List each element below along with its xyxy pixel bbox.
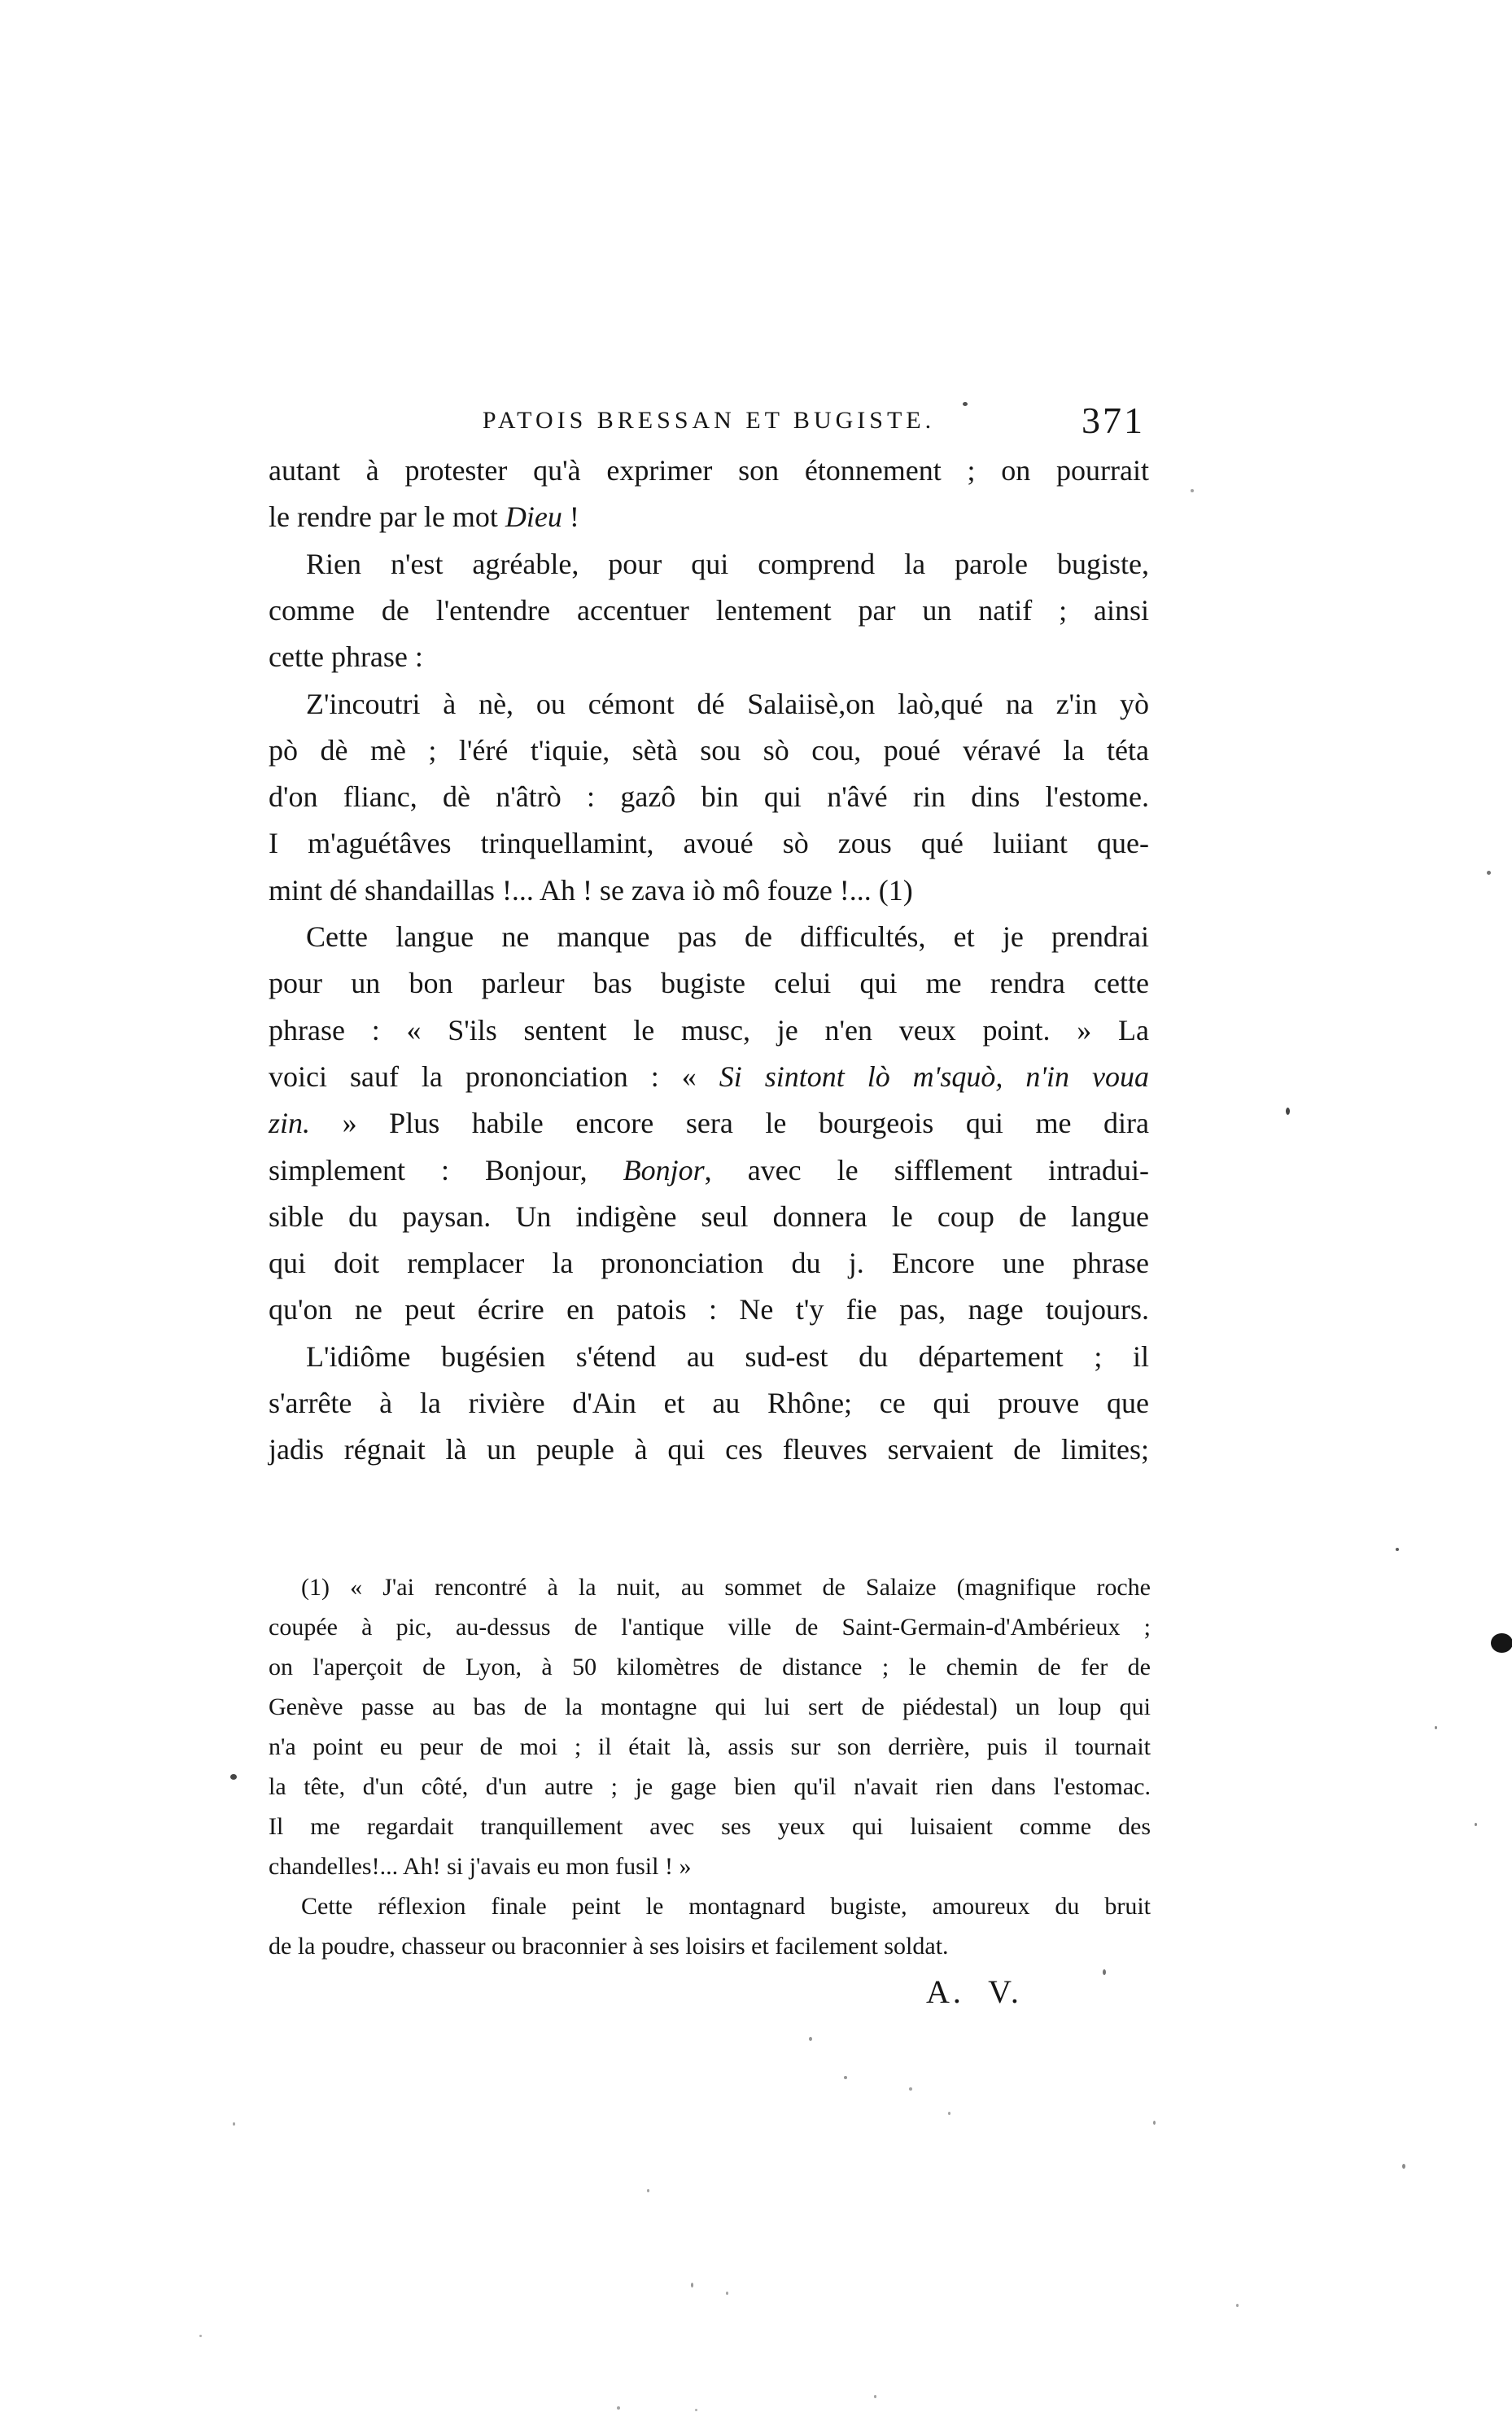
author-signature: A. V.: [926, 1973, 1022, 2010]
footnote-line: [269, 1607, 1151, 1647]
text-segment: , avec le sifflement intradui-: [704, 1153, 1149, 1186]
text-segment: cette phrase :: [269, 640, 423, 674]
body-line: [269, 1334, 1149, 1380]
footnote-line: [269, 1727, 1151, 1767]
text-segment: voici sauf la prononciation : «: [269, 1060, 719, 1093]
ink-speck: [909, 2087, 912, 2091]
text-segment: on l'aperçoit de Lyon, à 50 kilomètres de distance ; le chemin de fer de: [269, 1654, 1151, 1680]
body-line: [269, 960, 1149, 1007]
body-line: [269, 1240, 1149, 1287]
text-segment: simplement : Bonjour,: [269, 1153, 623, 1186]
body-line: [269, 774, 1149, 820]
footnote-line: [269, 1567, 1151, 1607]
ink-speck: [1402, 2164, 1405, 2169]
text-segment: s'arrête à la rivière d'Ain et au Rhône; ce qui prouve que: [269, 1387, 1149, 1419]
text-segment: Cette réflexion finale peint le montagnard bugiste, amoureux du bruit: [301, 1893, 1151, 1920]
ink-speck: [948, 2112, 950, 2115]
text-segment: Il me regardait tranquillement avec ses yeux qui luisaient comme des: [269, 1813, 1151, 1840]
body-line: [269, 1380, 1149, 1427]
text-segment: (1) « J'ai rencontré à la nuit, au sommet de Salaize (magnifique roche: [301, 1574, 1151, 1601]
body-line: [269, 634, 1149, 680]
ink-speck: [809, 2037, 812, 2041]
italic-text-segment: Bonjor: [623, 1153, 705, 1186]
text-segment: de la poudre, chasseur ou braconnier à ses loisirs et facilement soldat.: [269, 1933, 949, 1960]
text-segment: » Plus habile encore sera le bourgeois qui me dira: [310, 1107, 1149, 1140]
ink-speck: [647, 2189, 649, 2192]
text-segment: jadis régnait là un peuple à qui ces fleuves servaient de limites;: [269, 1433, 1149, 1466]
text-segment: Z'incoutri à nè, ou cémont dé Salaiisè,on laò,qué na z'in yò: [306, 687, 1149, 720]
ink-speck: [1435, 1726, 1437, 1729]
ink-speck: [1286, 1108, 1290, 1115]
body-line: [269, 1054, 1149, 1100]
ink-speck: [1153, 2121, 1156, 2125]
text-segment: chandelles!... Ah! si j'avais eu mon fusil ! »: [269, 1853, 692, 1880]
footnote-line: [269, 1846, 1151, 1886]
text-segment: !: [562, 500, 579, 534]
ink-speck: [844, 2076, 847, 2079]
ink-speck: [233, 2122, 235, 2126]
text-segment: mint dé shandaillas !... Ah ! se zava iò mô fouze !... (1): [269, 873, 913, 907]
page-number: 371: [1082, 400, 1145, 441]
text-segment: pò dè mè ; l'éré t'iquie, sètà sou sò cou, poué véravé la téta: [269, 733, 1149, 767]
footnote-line: [269, 1886, 1151, 1926]
text-segment: sible du paysan. Un indigène seul donnera le coup de langue: [269, 1200, 1149, 1233]
text-segment: I m'aguétâves trinquellamint, avoué sò zous qué luiiant que-: [269, 827, 1149, 860]
footnote-line: [269, 1647, 1151, 1687]
footnote-line: [269, 1926, 1151, 1966]
body-line: [269, 1100, 1149, 1147]
body-line: [269, 867, 1149, 914]
text-segment: Genève passe au bas de la montagne qui lui sert de piédestal) un loup qui: [269, 1693, 1151, 1720]
text-segment: pour un bon parleur bas bugiste celui qui me rendra cette: [269, 967, 1149, 1000]
body-line: [269, 1194, 1149, 1240]
body-line: [269, 541, 1149, 588]
body-line: [269, 494, 1149, 540]
ink-speck: [695, 2409, 697, 2411]
ink-speck: [199, 2335, 202, 2337]
body-line: [269, 914, 1149, 960]
text-segment: L'idiôme bugésien s'étend au sud-est du département ; il: [306, 1339, 1149, 1373]
ink-speck: [1491, 1633, 1512, 1653]
ink-speck: [617, 2406, 620, 2410]
text-segment: qu'on ne peut écrire en patois : Ne t'y fie pas, nage toujours.: [269, 1293, 1149, 1326]
text-segment: Rien n'est agréable, pour qui comprend la parole bugiste,: [306, 547, 1149, 580]
text-segment: qui doit remplacer la prononciation du j. Encore une phrase: [269, 1247, 1149, 1280]
text-segment: d'on flianc, dè n'âtrò : gazô bin qui n'âvé rin dins l'estome.: [269, 780, 1149, 814]
ink-speck: [1191, 489, 1194, 492]
running-title: PATOIS BRESSAN ET BUGISTE.: [482, 407, 936, 434]
text-segment: n'a point eu peur de moi ; il était là, assis sur son derrière, puis il tournait: [269, 1733, 1151, 1760]
body-line: [269, 681, 1149, 728]
body-line: [269, 448, 1149, 494]
body-line: [269, 1427, 1149, 1473]
ink-speck: [963, 402, 968, 406]
ink-speck: [1103, 1969, 1106, 1975]
ink-speck: [1487, 871, 1491, 875]
text-segment: coupée à pic, au-dessus de l'antique ville de Saint-Germain-d'Ambérieux ;: [269, 1614, 1151, 1641]
italic-text-segment: zin.: [269, 1107, 311, 1140]
italic-text-segment: Dieu: [505, 500, 562, 534]
body-line: [269, 1007, 1149, 1054]
body-line: [269, 1287, 1149, 1333]
ink-speck: [726, 2292, 728, 2295]
ink-speck: [1236, 2304, 1239, 2307]
ink-speck: [1475, 1823, 1477, 1826]
text-segment: phrase : « S'ils sentent le musc, je n'en veux point. » La: [269, 1013, 1149, 1047]
footnote-line: [269, 1687, 1151, 1727]
ink-speck: [691, 2283, 693, 2288]
body-line: [269, 728, 1149, 774]
body-line: [269, 1147, 1149, 1194]
footnote-block: [269, 1567, 1151, 1974]
ink-speck: [874, 2395, 876, 2398]
text-segment: autant à protester qu'à exprimer son étonnement ; on pourrait: [269, 454, 1149, 487]
footnote-line: [269, 1807, 1151, 1846]
ink-speck: [1396, 1548, 1399, 1551]
body-line: [269, 588, 1149, 634]
body-line: [269, 820, 1149, 867]
ink-speck: [230, 1774, 237, 1780]
main-text-block: [269, 448, 1149, 1489]
text-segment: le rendre par le mot: [269, 500, 505, 534]
text-segment: la tête, d'un côté, d'un autre ; je gage bien qu'il n'avait rien dans l'estomac.: [269, 1773, 1151, 1800]
footnote-line: [269, 1767, 1151, 1807]
text-segment: Cette langue ne manque pas de difficultés, et je prendrai: [306, 920, 1149, 953]
italic-text-segment: Si sintont lò m'squò, n'in voua: [719, 1060, 1149, 1093]
text-segment: comme de l'entendre accentuer lentement par un natif ; ainsi: [269, 593, 1149, 627]
